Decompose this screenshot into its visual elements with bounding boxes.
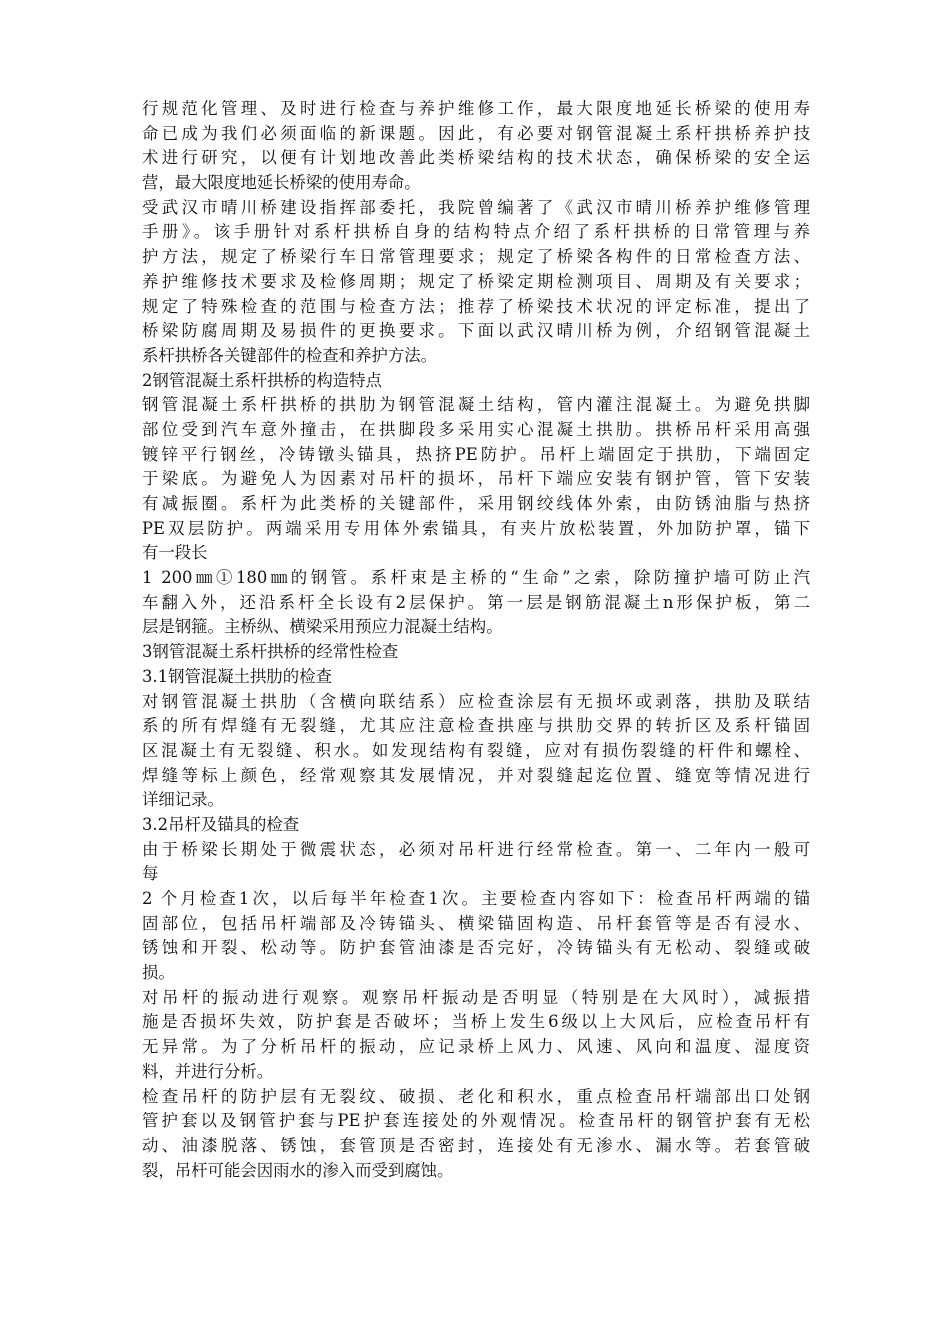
- text-line: 施是否损坏失效，防护套是否破坏；当桥上发生6级以上大风后，应检查吊杆有: [142, 1012, 810, 1032]
- text-line: 于梁底。为避免人为因素对吊杆的损坏，吊杆下端应安装有钢护管，管下安装: [142, 469, 810, 489]
- document-body: [142, 97, 810, 1183]
- text-line: 损。: [142, 963, 175, 983]
- text-line: 镀锌平行钢丝，冷铸镦头锚具，热挤PE防护。吊杆上端固定于拱肋，下端固定: [142, 444, 810, 464]
- text-line: 无异常。为了分析吊杆的振动，应记录桥上风力、风速、风向和温度、湿度资: [142, 1037, 810, 1057]
- text-line: 行规范化管理、及时进行检查与养护维修工作，最大限度地延长桥梁的使用寿: [142, 99, 810, 118]
- text-line: 护方法，规定了桥梁行车日常管理要求；规定了桥梁各构件的日常检查方法、: [142, 247, 810, 267]
- text-line: 有减振圈。系杆为此类桥的关键部件，采用钢绞线体外索，由防锈油脂与热挤: [142, 494, 810, 513]
- text-line: 对吊杆的振动进行观察。观察吊杆振动是否明显（特别是在大风时），减振措: [142, 987, 810, 1007]
- text-line: 2钢管混凝土系杆拱桥的构造特点: [142, 370, 382, 390]
- text-line: 层是钢箍。主桥纵、横梁采用预应力混凝土结构。: [142, 617, 503, 637]
- text-line: 3.1钢管混凝土拱肋的检查: [142, 666, 332, 686]
- text-line: 部位受到汽车意外撞击，在拱脚段多采用实心混凝土拱肋。拱桥吊杆采用高强: [142, 419, 810, 439]
- text-line: 管护套以及钢管护套与PE护套连接处的外观情况。检查吊杆的钢管护套有无松: [142, 1111, 810, 1131]
- text-line: 2 个月检查1次，以后每半年检查1次。主要检查内容如下：检查吊杆两端的锚: [142, 889, 810, 908]
- text-line: 区混凝土有无裂缝、积水。如发现结构有裂缝，应对有损伤裂缝的杆件和螺栓、: [142, 740, 810, 760]
- text-line: 3.2吊杆及锚具的检查: [142, 814, 300, 834]
- text-line: 术进行研究，以便有计划地改善此类桥梁结构的技术状态，确保桥梁的安全运: [142, 148, 810, 168]
- text-line: 有一段长: [142, 543, 208, 563]
- text-line: 钢管混凝土系杆拱桥的拱肋为钢管混凝土结构，管内灌注混凝土。为避免拱脚: [142, 395, 810, 415]
- text-line: 规定了特殊检查的范围与检查方法；推荐了桥梁技术状况的评定标准，提出了: [142, 296, 810, 316]
- text-line: 手册》。该手册针对系杆拱桥自身的结构特点介绍了系杆拱桥的日常管理与养: [142, 222, 810, 242]
- text-line: 养护维修技术要求及检修周期；规定了桥梁定期检测项目、周期及有关要求；: [142, 271, 810, 291]
- text-line: 系杆拱桥各关键部件的检查和养护方法。: [142, 345, 438, 365]
- text-line: 固部位，包括吊杆端部及冷铸锚头、横梁锚固构造、吊杆套管等是否有浸水、: [142, 913, 810, 933]
- text-line: 命已成为我们必须面临的新课题。因此，有必要对钢管混凝土系杆拱桥养护技: [142, 123, 810, 143]
- text-line: 详细记录。: [142, 790, 224, 810]
- text-line: PE双层防护。两端采用专用体外索锚具，有夹片放松装置，外加防护罩，锚下: [142, 518, 810, 538]
- text-line: 对钢管混凝土拱肋（含横向联结系）应检查涂层有无损坏或剥落，拱肋及联结: [142, 691, 810, 711]
- text-line: 锈蚀和开裂、松动等。防护套管油漆是否完好，冷铸锚头有无松动、裂缝或破: [142, 938, 810, 958]
- text-line: 料，并进行分析。: [142, 1061, 274, 1081]
- text-line: 车翻入外，还沿系杆全长设有2层保护。第一层是钢筋混凝土n形保护板，第二: [142, 592, 810, 612]
- text-line: 由于桥梁长期处于微震状态，必须对吊杆进行经常检查。第一、二年内一般可: [142, 839, 810, 859]
- text-line: 系的所有焊缝有无裂缝，尤其应注意检查拱座与拱肋交界的转折区及系杆锚固: [142, 716, 810, 736]
- text-line: 受武汉市晴川桥建设指挥部委托，我院曾编著了《武汉市晴川桥养护维修管理: [142, 197, 810, 217]
- text-line: 营，最大限度地延长桥梁的使用寿命。: [142, 173, 421, 193]
- text-line: 每: [142, 864, 159, 884]
- text-line: 桥梁防腐周期及易损件的更换要求。下面以武汉晴川桥为例，介绍钢管混凝土: [142, 321, 810, 341]
- text-line: 动、油漆脱落、锈蚀，套管顶是否密封，连接处有无渗水、漏水等。若套管破: [142, 1135, 810, 1155]
- text-line: 1 200㎜①180㎜的钢管。系杆束是主桥的“生命”之索，除防撞护墙可防止汽: [142, 568, 810, 588]
- text-line: 3钢管混凝土系杆拱桥的经常性检查: [142, 642, 399, 662]
- text-line: 焊缝等标上颜色，经常观察其发展情况，并对裂缝起迄位置、缝宽等情况进行: [142, 765, 810, 785]
- text-line: 裂，吊杆可能会因雨水的渗入而受到腐蚀。: [142, 1160, 454, 1180]
- text-line: 检查吊杆的防护层有无裂纹、破损、老化和积水，重点检查吊杆端部出口处钢: [142, 1086, 810, 1106]
